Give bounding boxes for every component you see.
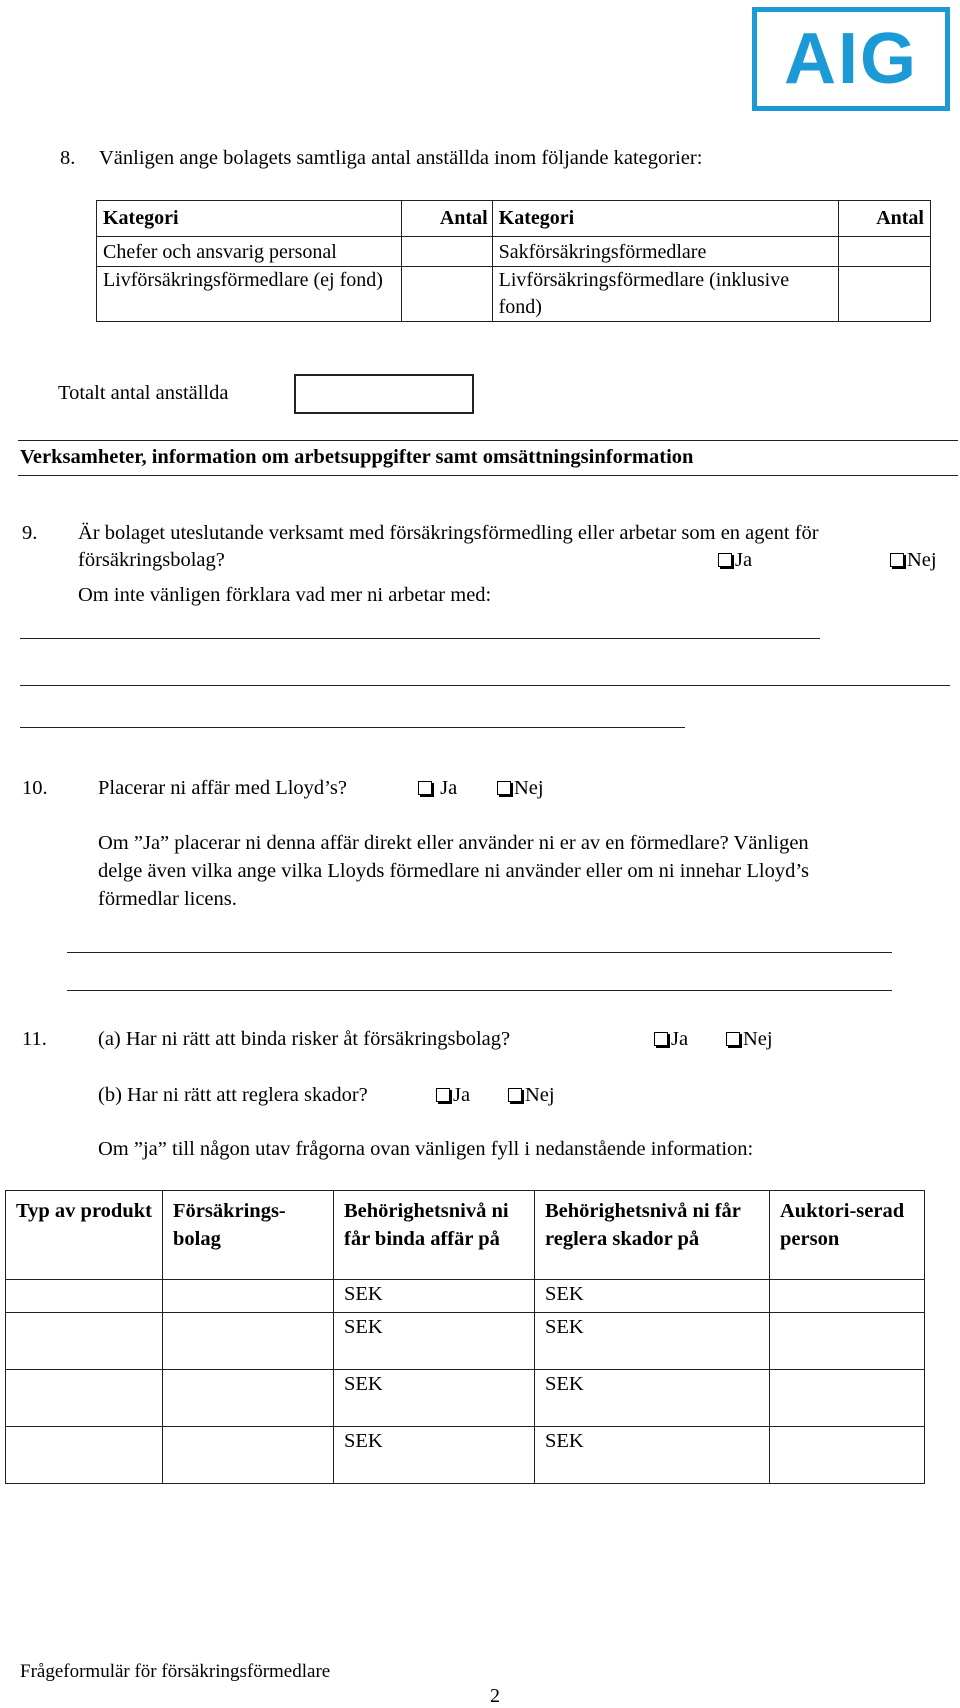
binda-field[interactable]: SEK (334, 1280, 535, 1313)
footer-title: Frågeformulär för försäkringsförmedlare (20, 1661, 331, 1682)
typ-field[interactable] (6, 1280, 163, 1313)
q11-followup: Om ”ja” till någon utav frågorna ovan vänligen fyll i nedanstående information: (98, 1138, 754, 1160)
q11-b-no-option[interactable] (508, 1082, 555, 1109)
count-field-liv-ej-fond[interactable] (402, 267, 493, 322)
col-header-forsakringsbolag: Försäkrings-bolag (163, 1191, 334, 1280)
col-header-kategori-2: Kategori (492, 201, 839, 237)
answer-line-1[interactable] (20, 638, 820, 639)
typ-field[interactable] (6, 1313, 163, 1370)
option-label: Ja (671, 1028, 689, 1050)
logo-text: AIG (783, 19, 918, 99)
option-label: Nej (743, 1028, 773, 1050)
q8-number: 8. (60, 147, 76, 169)
reglera-field[interactable]: SEK (535, 1313, 770, 1370)
answer-line-3[interactable] (20, 727, 685, 728)
checkbox-icon[interactable] (654, 1032, 668, 1046)
q10-followup-2: delge även vilka ange vilka Lloyds förmedlare ni använder eller om ni innehar Lloyd’s (98, 860, 809, 882)
col-header-typ: Typ av produkt (6, 1191, 163, 1280)
q10-no-option[interactable] (497, 775, 544, 802)
checkbox-icon[interactable] (497, 781, 511, 795)
typ-field[interactable] (6, 1427, 163, 1484)
q10-followup-3: förmedlar licens. (98, 888, 237, 910)
category-cell: Livförsäkringsförmedlare (ej fond) (97, 267, 402, 322)
col-header-auktoriserad: Auktori-serad person (770, 1191, 925, 1280)
category-cell: Chefer och ansvarig personal (97, 237, 402, 267)
table-row (6, 1427, 925, 1484)
q10-followup-1: Om ”Ja” placerar ni denna affär direkt eller använder ni er av en förmedlare? Vänligen (98, 832, 809, 854)
count-field-liv-inkl-fond[interactable] (839, 267, 931, 322)
q11-a-yes-option[interactable] (654, 1026, 688, 1053)
checkbox-icon[interactable] (436, 1088, 450, 1102)
col-header-binda: Behörighetsnivå ni får binda affär på (334, 1191, 535, 1280)
answer-line-5[interactable] (67, 990, 892, 991)
q9-no-option[interactable] (890, 547, 937, 574)
bolag-field[interactable] (163, 1313, 334, 1370)
aig-logo (752, 7, 950, 111)
typ-field[interactable] (6, 1370, 163, 1427)
col-header-antal-1: Antal (402, 201, 493, 237)
total-employees-field[interactable] (294, 374, 474, 414)
person-field[interactable] (770, 1280, 925, 1313)
section-rule-bottom (18, 475, 958, 476)
q11-a-text: (a) Har ni rätt att binda risker åt försäkringsbolag? (98, 1028, 511, 1050)
option-label: Nej (525, 1084, 555, 1106)
person-field[interactable] (770, 1313, 925, 1370)
checkbox-icon[interactable] (726, 1032, 740, 1046)
col-header-antal-2: Antal (839, 201, 931, 237)
category-cell: Sakförsäkringsförmedlare (492, 237, 839, 267)
binda-field[interactable]: SEK (334, 1370, 535, 1427)
section-title: Verksamheter, information om arbetsuppgifter samt omsättningsinformation (20, 446, 694, 468)
q11-b-text: (b) Har ni rätt att reglera skador? (98, 1084, 368, 1106)
option-label: Nej (514, 777, 544, 799)
q11-b-yes-option[interactable] (436, 1082, 470, 1109)
option-label: Ja (440, 777, 458, 799)
q10-number: 10. (22, 777, 48, 799)
bolag-field[interactable] (163, 1427, 334, 1484)
page-number: 2 (490, 1685, 500, 1707)
q11-number: 11. (22, 1028, 47, 1050)
person-field[interactable] (770, 1370, 925, 1427)
answer-line-2[interactable] (20, 685, 950, 686)
employee-table (96, 200, 931, 322)
option-label: Ja (453, 1084, 471, 1106)
reglera-field[interactable]: SEK (535, 1280, 770, 1313)
authority-table (5, 1190, 925, 1484)
option-label: Ja (735, 549, 753, 571)
q10-yes-option[interactable] (418, 775, 457, 802)
checkbox-icon[interactable] (718, 553, 732, 567)
q9-line1: Är bolaget uteslutande verksamt med försäkringsförmedling eller arbetar som en agent för (78, 522, 819, 544)
col-header-kategori-1: Kategori (97, 201, 402, 237)
reglera-field[interactable]: SEK (535, 1427, 770, 1484)
person-field[interactable] (770, 1427, 925, 1484)
category-cell: Livförsäkringsförmedlare (inklusive fond) (492, 267, 839, 322)
checkbox-icon[interactable] (418, 781, 432, 795)
reglera-field[interactable]: SEK (535, 1370, 770, 1427)
table-row (97, 267, 931, 322)
checkbox-icon[interactable] (508, 1088, 522, 1102)
q11-a-no-option[interactable] (726, 1026, 773, 1053)
binda-field[interactable]: SEK (334, 1427, 535, 1484)
bolag-field[interactable] (163, 1370, 334, 1427)
q9-yes-option[interactable] (718, 547, 752, 574)
q9-number: 9. (22, 522, 38, 544)
q8-text: Vänligen ange bolagets samtliga antal anställda inom följande kategorier: (99, 147, 703, 169)
q9-line2: försäkringsbolag? (78, 549, 225, 571)
table-row (6, 1370, 925, 1427)
total-label: Totalt antal anställda (58, 382, 229, 404)
q10-text: Placerar ni affär med Lloyd’s? (98, 777, 347, 799)
binda-field[interactable]: SEK (334, 1313, 535, 1370)
count-field-chefer[interactable] (402, 237, 493, 267)
option-label: Nej (907, 549, 937, 571)
col-header-reglera: Behörighetsnivå ni får reglera skador på (535, 1191, 770, 1280)
q9-followup: Om inte vänligen förklara vad mer ni arbetar med: (78, 584, 492, 606)
bolag-field[interactable] (163, 1280, 334, 1313)
table-row (6, 1280, 925, 1313)
checkbox-icon[interactable] (890, 553, 904, 567)
answer-line-4[interactable] (67, 952, 892, 953)
table-row (97, 237, 931, 267)
table-row (6, 1313, 925, 1370)
section-rule-top (18, 440, 958, 441)
count-field-sak[interactable] (839, 237, 931, 267)
